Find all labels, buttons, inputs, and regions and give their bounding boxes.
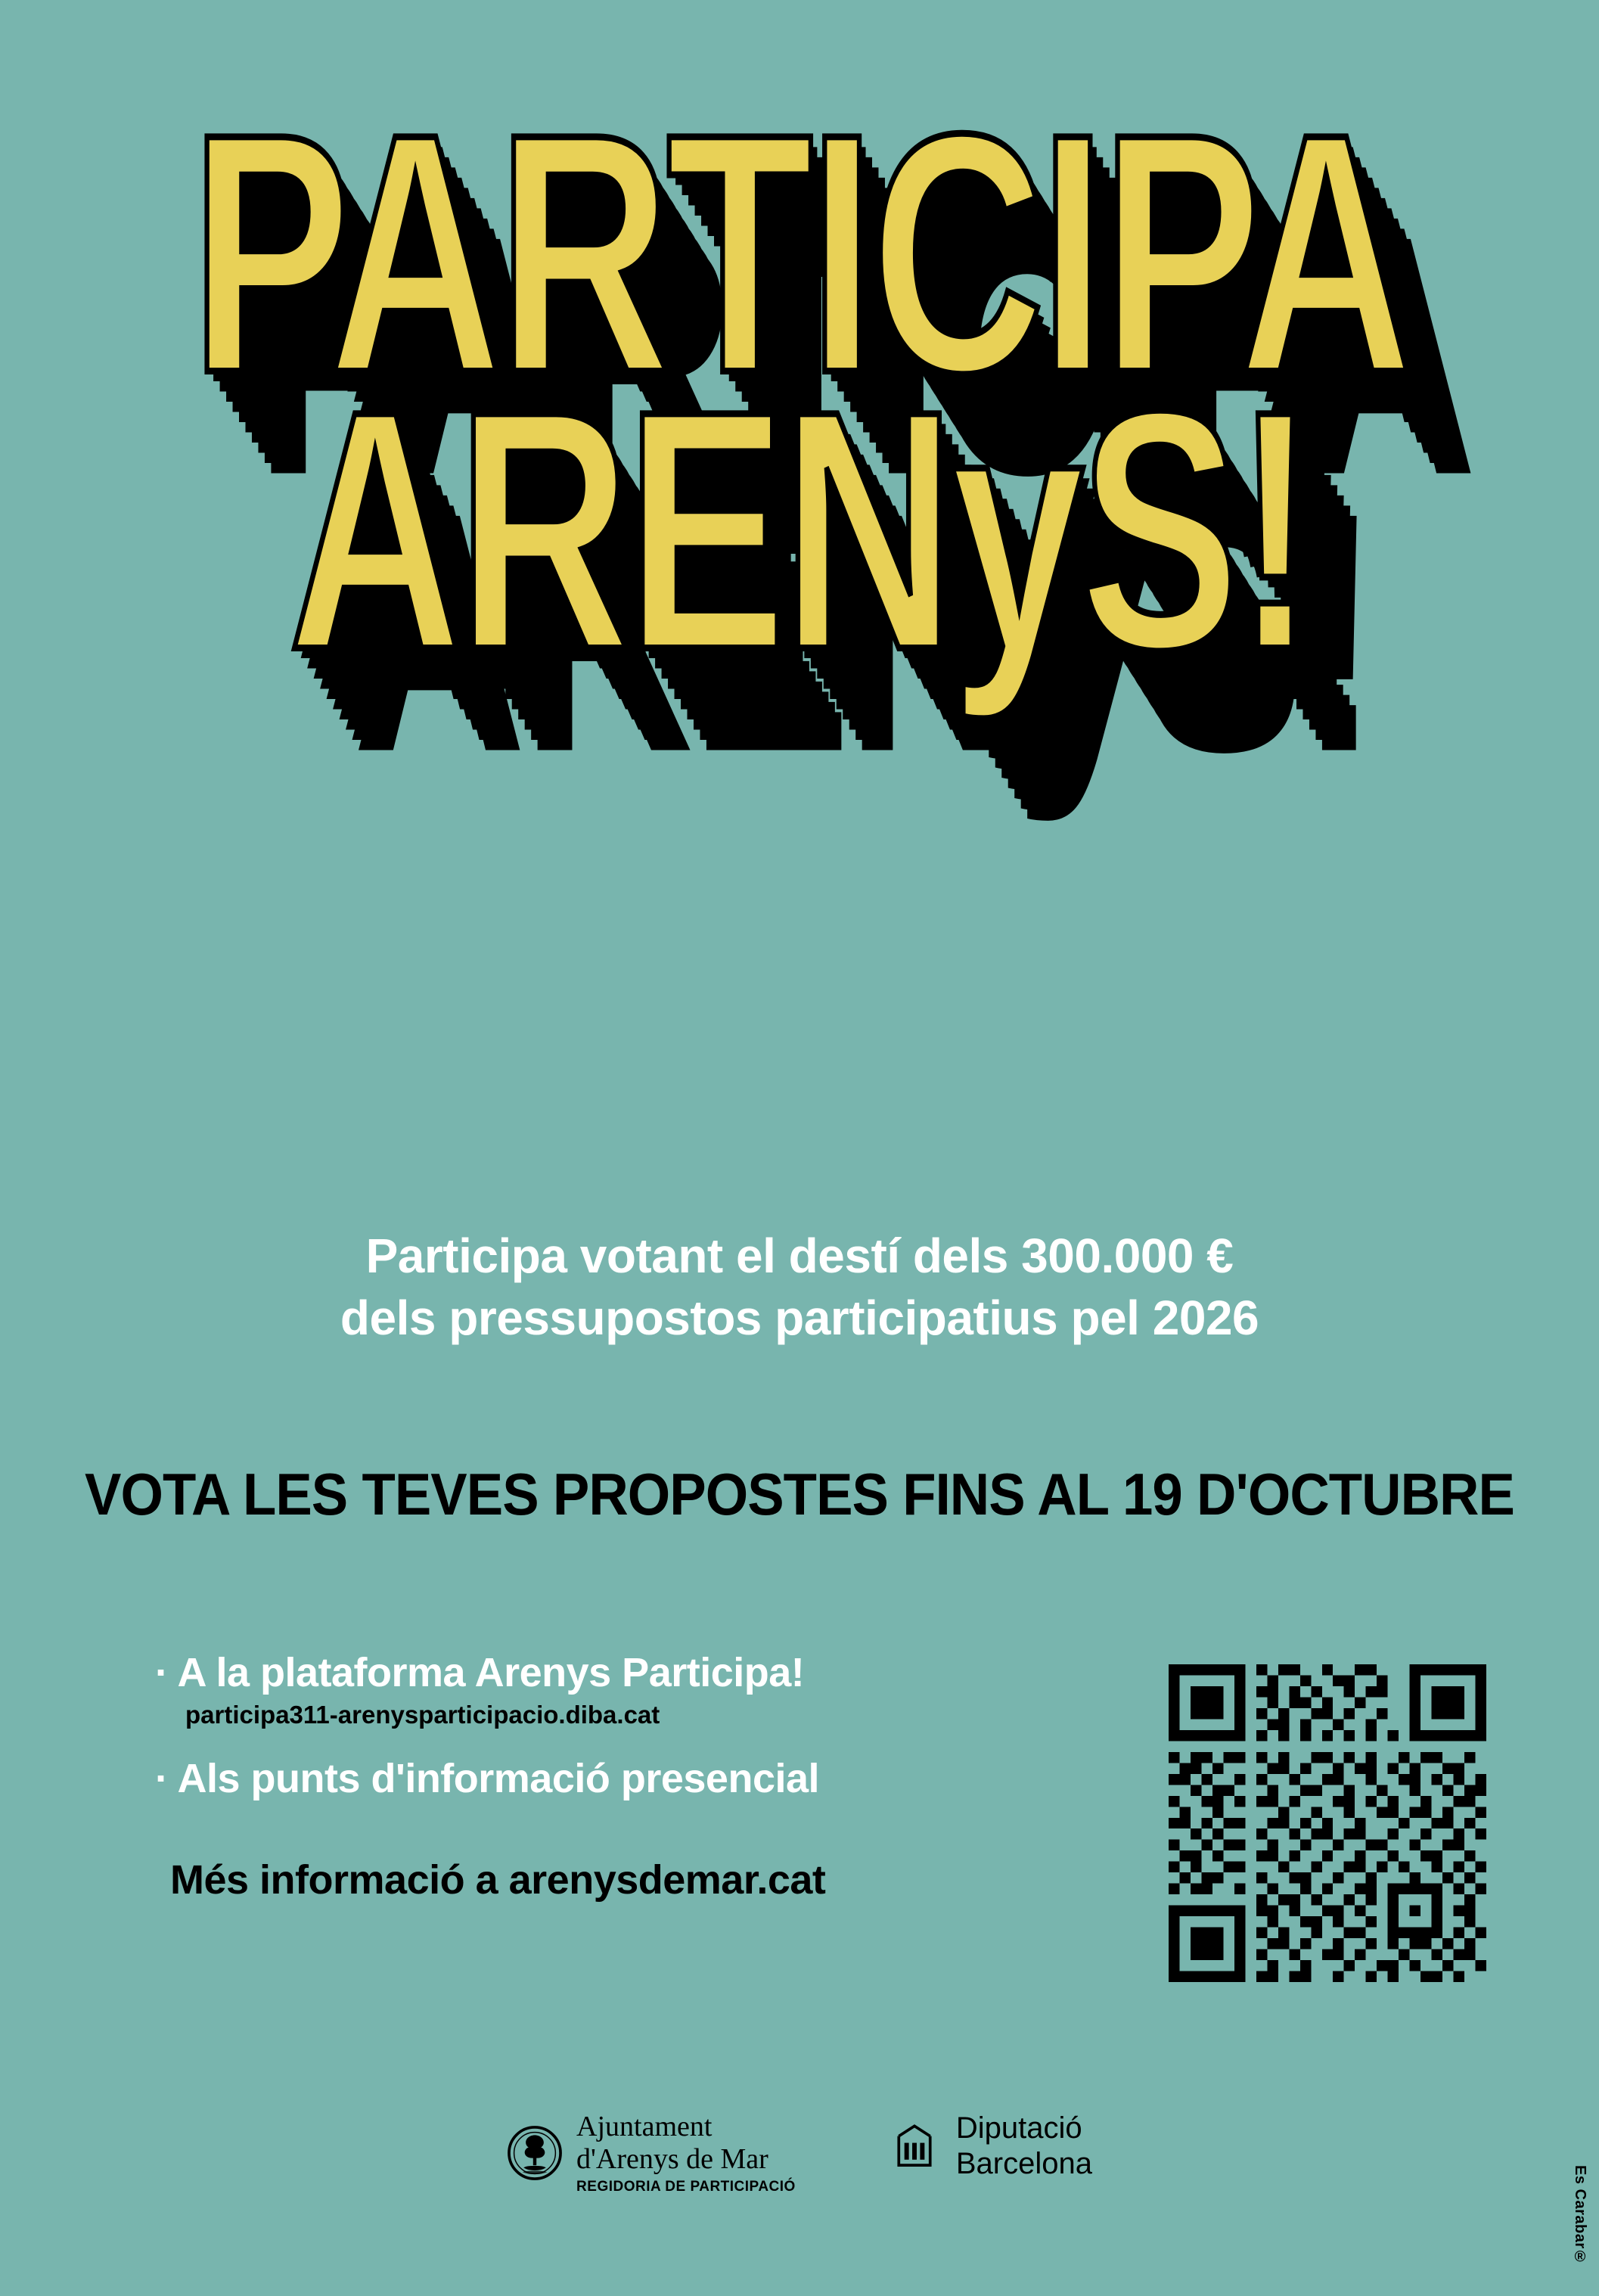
page-title <box>0 62 1599 721</box>
footer-logos <box>0 2111 1599 2195</box>
qr-code[interactable] <box>1169 1664 1486 1982</box>
logo-diputacio-barcelona <box>886 2111 1092 2182</box>
list-item-label: Als punts d'informació presencial <box>177 1756 820 1801</box>
qr-code-image <box>1169 1664 1486 1982</box>
logo-ajuntament-text <box>576 2111 796 2195</box>
more-info-text: Més informació a arenysdemar.cat <box>170 1857 826 1903</box>
headline-line-2-b: y <box>950 339 1080 721</box>
list-item <box>155 1755 1032 1802</box>
logo-line-2: d'Arenys de Mar <box>576 2142 768 2175</box>
logo-line-2: Barcelona <box>955 2147 1092 2181</box>
headline-line-2-c: S! <box>1079 339 1311 721</box>
bullet-dot-icon: · <box>155 1756 169 1801</box>
logo-line-1: Ajuntament <box>576 2111 713 2142</box>
info-block <box>155 1649 1032 1903</box>
subheading-line-2: dels pressupostos participatius pel 2026 <box>340 1290 1259 1345</box>
logo-ajuntament-arenys-de-mar <box>507 2111 796 2195</box>
headline-line-1: PARTICIPA <box>191 62 1408 444</box>
subheading <box>0 1226 1599 1350</box>
headline-line-2 <box>0 339 1599 721</box>
logo-line-1: Diputació <box>955 2111 1082 2145</box>
headline-line-2-a: AREN <box>288 339 951 721</box>
crest-icon <box>886 2118 942 2174</box>
list-item-label: A la plataforma Arenys Participa! <box>177 1650 805 1695</box>
list-item <box>155 1649 1032 1696</box>
designer-credit: Es Carabar® <box>1572 2164 1588 2266</box>
subheading-line-1: Participa votant el destí dels 300.000 € <box>365 1229 1234 1283</box>
logo-diputacio-text <box>956 2111 1092 2182</box>
tree-seal-icon <box>507 2125 563 2181</box>
bullet-dot-icon: · <box>155 1650 169 1695</box>
deadline-banner: VOTA LES TEVES PROPOSTES FINS AL 19 D'OCTUBRE <box>85 1461 1514 1527</box>
logo-line-3: REGIDORIA DE PARTICIPACIÓ <box>576 2179 796 2195</box>
platform-url[interactable]: participa311-arenysparticipacio.diba.cat <box>185 1701 660 1729</box>
